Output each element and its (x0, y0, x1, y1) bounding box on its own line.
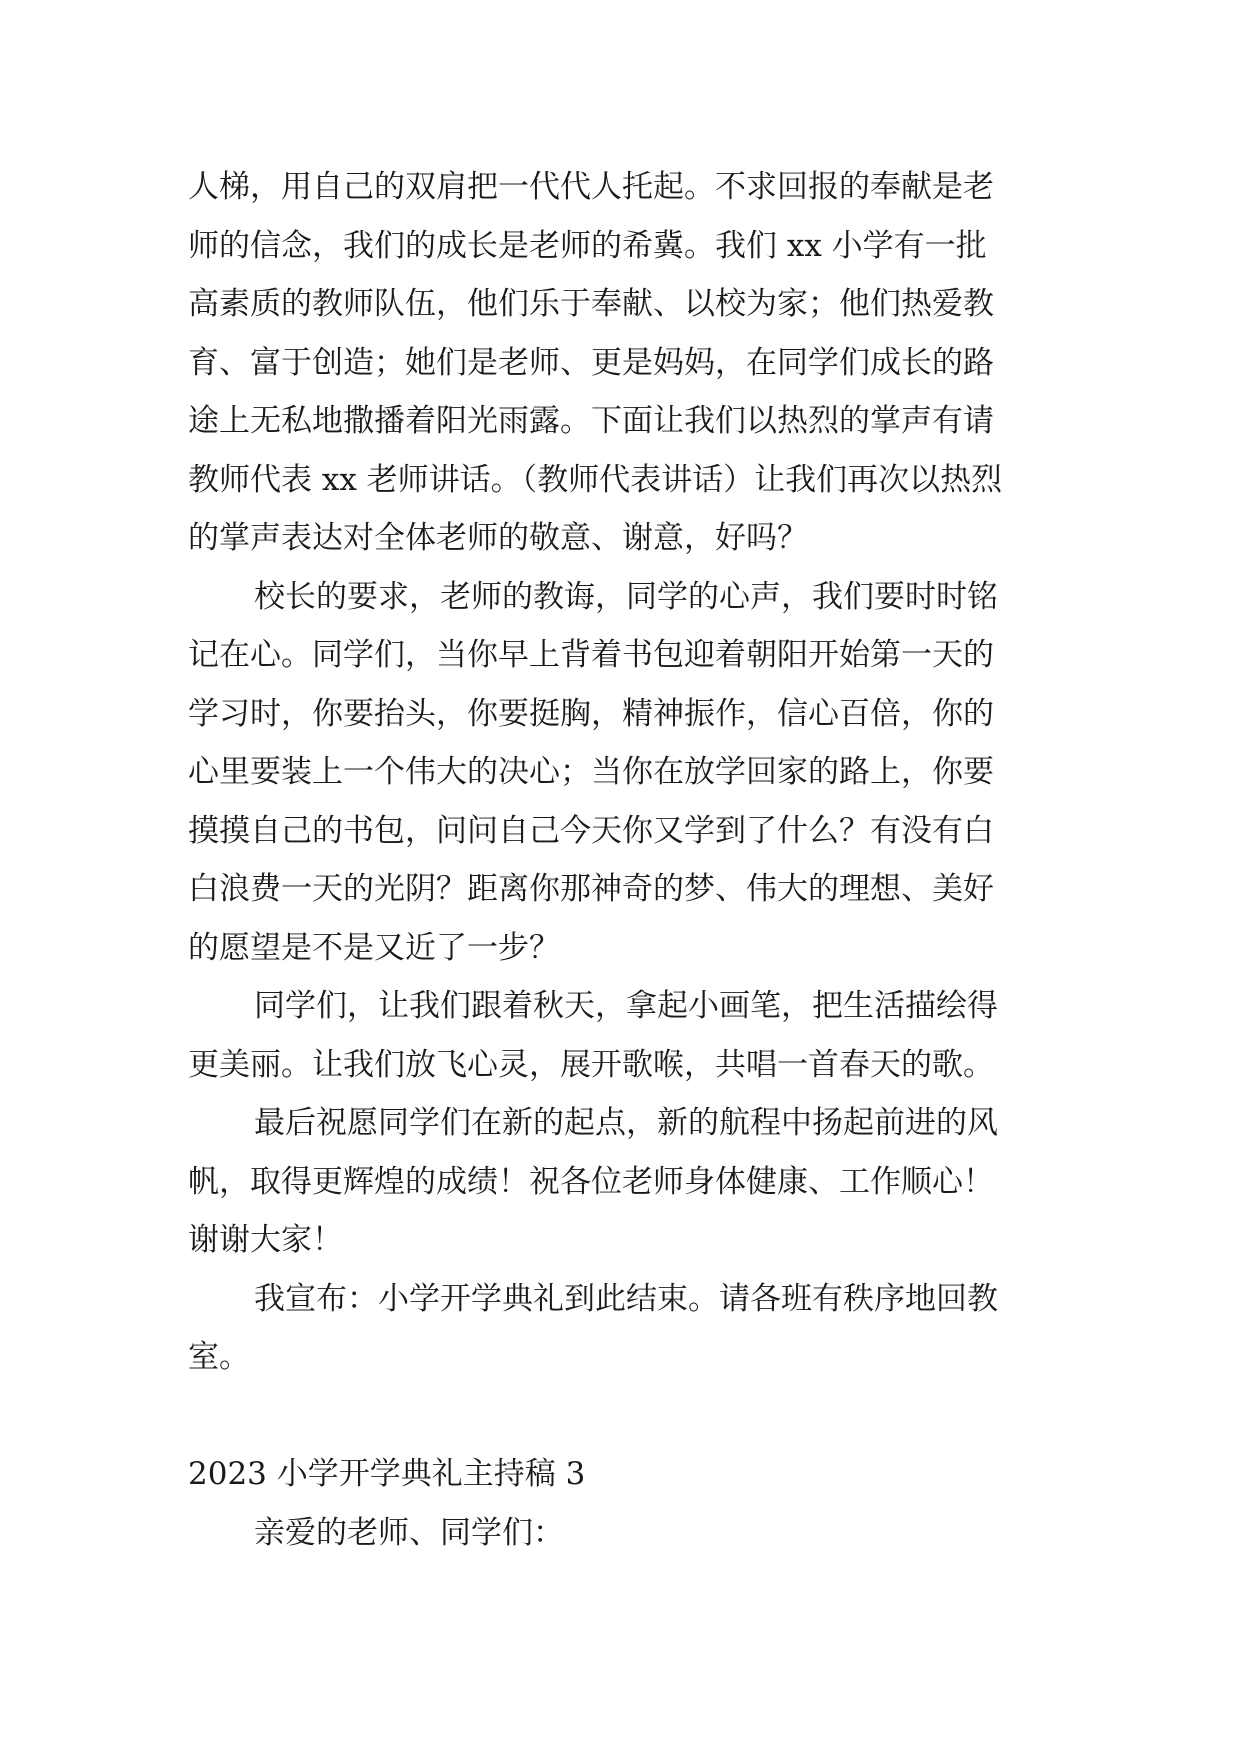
text-line: 的掌声表达对全体老师的敬意、谢意，好吗？ (188, 520, 808, 556)
text-line: 更美丽。让我们放飞心灵，展开歌喉，共唱一首春天的歌。 (188, 1046, 994, 1083)
text-line: 人梯，用自己的双肩把一代代人托起。不求回报的奉献是老 (188, 169, 994, 205)
text-line: 途上无私地撒播着阳光雨露。下面让我们以热烈的掌声有请 (188, 403, 994, 439)
paragraph-5 (188, 1270, 1068, 1387)
greeting: 亲爱的老师、同学们： (254, 1514, 564, 1551)
blank-line (188, 1387, 1068, 1446)
text-line: 我宣布：小学开学典礼到此结束。请各班有秩序地回教 (254, 1280, 998, 1317)
text-line: 的愿望是不是又近了一步？ (188, 929, 560, 966)
text-line: 帆，取得更辉煌的成绩！祝各位老师身体健康、工作顺心！ (188, 1163, 994, 1200)
text-line: 育、富于创造；她们是老师、更是妈妈，在同学们成长的路 (188, 344, 994, 381)
text-line: 谢谢大家！ (188, 1222, 343, 1258)
text-line: 白浪费一天的光阴？距离你那神奇的梦、伟大的理想、美好 (188, 871, 994, 907)
paragraph-4 (188, 1094, 1068, 1270)
text-line: 记在心。同学们，当你早上背着书包迎着朝阳开始第一天的 (188, 637, 994, 673)
text-line: 师的信念，我们的成长是老师的希冀。我们 xx 小学有一批 (188, 227, 987, 264)
text-line: 高素质的教师队伍，他们乐于奉献、以校为家；他们热爱教 (188, 286, 994, 322)
text-line: 室。 (188, 1339, 250, 1375)
text-line: 学习时，你要抬头，你要挺胸，精神振作，信心百倍，你的 (188, 695, 994, 732)
text-line: 教师代表 xx 老师讲话。（教师代表讲话）让我们再次以热烈 (188, 461, 1003, 498)
text-line: 校长的要求，老师的教诲，同学的心声，我们要时时铭 (254, 578, 998, 615)
paragraph-continued (188, 158, 1068, 568)
document-body (188, 158, 1068, 1562)
paragraph-2 (188, 568, 1068, 978)
text-line: 心里要装上一个伟大的决心；当你在放学回家的路上，你要 (188, 754, 994, 790)
section-heading: 2023 小学开学典礼主持稿 3 (188, 1456, 586, 1492)
paragraph-3 (188, 977, 1068, 1094)
text-line: 最后祝愿同学们在新的起点，新的航程中扬起前进的风 (254, 1105, 998, 1141)
text-line: 同学们，让我们跟着秋天，拿起小画笔，把生活描绘得 (254, 988, 998, 1024)
text-line: 摸摸自己的书包，问问自己今天你又学到了什么？有没有白 (188, 812, 994, 849)
